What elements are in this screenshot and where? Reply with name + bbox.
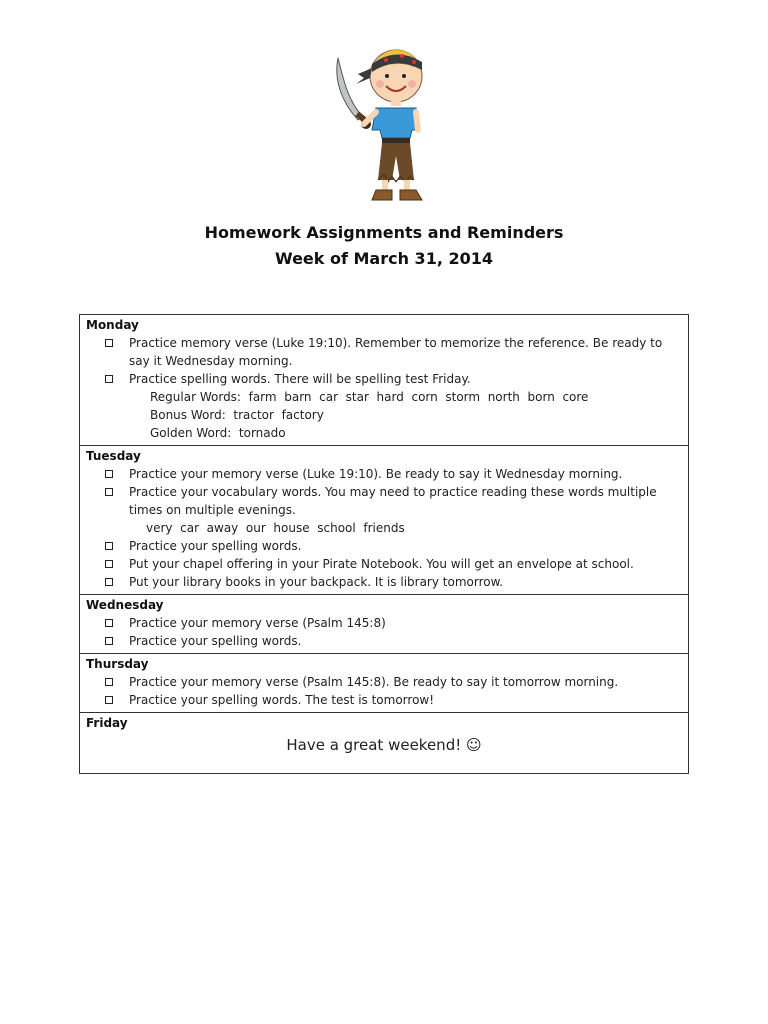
list-item bbox=[86, 691, 682, 709]
day-monday bbox=[80, 315, 688, 446]
day-tuesday bbox=[80, 446, 688, 595]
page-title: Homework Assignments and Reminders bbox=[204, 223, 564, 242]
item-text: Practice memory verse (Luke 19:10). Remember to memorize the reference. Be ready to say it Wednesday morning. bbox=[129, 336, 663, 368]
item-text: Practice your memory verse (Psalm 145:8). Be ready to say it tomorrow morning. bbox=[129, 675, 619, 689]
day-name: Tuesday bbox=[86, 449, 141, 463]
list-item bbox=[86, 614, 682, 632]
item-text: Put your chapel offering in your Pirate Notebook. You will get an envelope at school. bbox=[129, 557, 634, 571]
bonus-word: Bonus Word: tractor factory bbox=[150, 408, 324, 422]
list-item bbox=[86, 632, 682, 650]
item-text: Practice your spelling words. bbox=[129, 539, 302, 553]
checkbox-icon[interactable] bbox=[105, 560, 113, 568]
checkbox-icon[interactable] bbox=[105, 696, 113, 704]
list-item bbox=[86, 573, 682, 591]
regular-words: Regular Words: farm barn car star hard corn storm north born core bbox=[150, 390, 589, 404]
checkbox-icon[interactable] bbox=[105, 619, 113, 627]
golden-word: Golden Word: tornado bbox=[150, 426, 286, 440]
day-thursday bbox=[80, 654, 688, 713]
checkbox-icon[interactable] bbox=[105, 488, 113, 496]
list-item bbox=[86, 483, 682, 519]
list-item bbox=[86, 465, 682, 483]
weekend-message: Have a great weekend! ☺ bbox=[286, 736, 482, 754]
item-text: Practice your memory verse (Luke 19:10). Be ready to say it Wednesday morning. bbox=[129, 467, 623, 481]
list-item bbox=[86, 673, 682, 691]
checkbox-icon[interactable] bbox=[105, 542, 113, 550]
pirate-boy-icon bbox=[330, 38, 440, 204]
item-text: Practice your spelling words. bbox=[129, 634, 302, 648]
list-item bbox=[86, 537, 682, 555]
checkbox-icon[interactable] bbox=[105, 375, 113, 383]
day-name: Thursday bbox=[86, 657, 149, 671]
day-friday bbox=[80, 713, 688, 773]
vocab-words: very car away our house school friends bbox=[146, 521, 405, 535]
list-item bbox=[86, 555, 682, 573]
day-name: Friday bbox=[86, 716, 128, 730]
checkbox-icon[interactable] bbox=[105, 470, 113, 478]
page-subtitle: Week of March 31, 2014 bbox=[274, 249, 493, 268]
list-item bbox=[86, 370, 682, 388]
homework-table bbox=[79, 314, 689, 774]
list-item bbox=[86, 334, 682, 370]
day-wednesday bbox=[80, 595, 688, 654]
item-text: Practice your memory verse (Psalm 145:8) bbox=[129, 616, 386, 630]
item-text: Practice your vocabulary words. You may need to practice reading these words multiple times on multiple evenings. bbox=[129, 485, 657, 517]
checkbox-icon[interactable] bbox=[105, 637, 113, 645]
item-text: Practice spelling words. There will be spelling test Friday. bbox=[129, 372, 471, 386]
day-name: Wednesday bbox=[86, 598, 164, 612]
checkbox-icon[interactable] bbox=[105, 678, 113, 686]
item-text: Put your library books in your backpack. It is library tomorrow. bbox=[129, 575, 504, 589]
day-name: Monday bbox=[86, 318, 139, 332]
checkbox-icon[interactable] bbox=[105, 339, 113, 347]
checkbox-icon[interactable] bbox=[105, 578, 113, 586]
item-text: Practice your spelling words. The test is tomorrow! bbox=[129, 693, 435, 707]
